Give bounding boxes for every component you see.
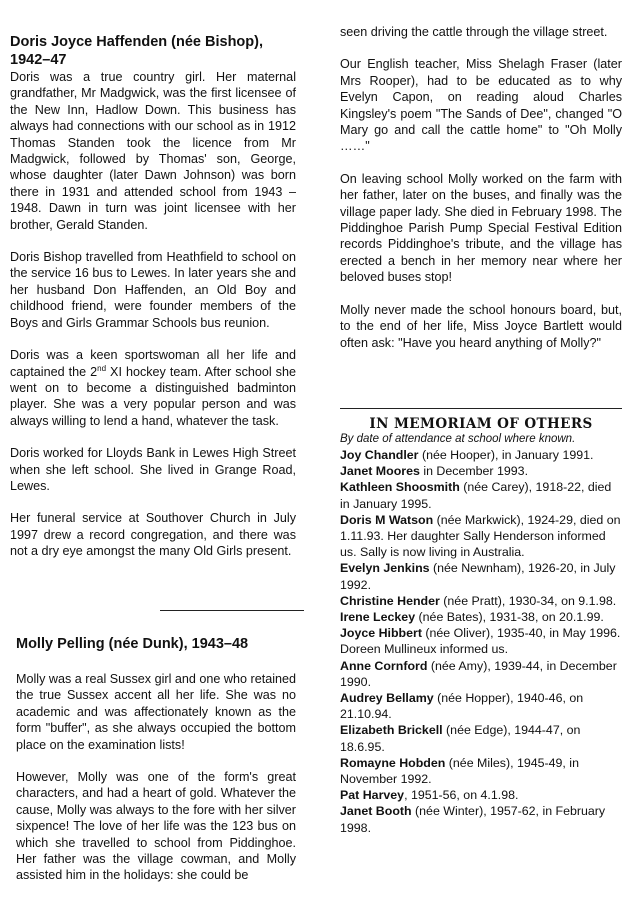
doris-paragraph-1: Doris was a true country girl. Her maternal grandfather, Mr Madgwick, was the first licensee of the New Inn, Hadlow Down. This business has always had connections with our school as in 1912 Thomas Standen took the licence from Mr Madgwick, followed by Thomas' son, George, whose daughter (later Dawn Johnson) was born there in 1931 and attended school from 1943 – 1948. Dawn in turn was joint licensee with her brother, Gerald Standen. — [10, 70, 296, 232]
doris-heading: Doris Joyce Haffenden (née Bishop), 1942–47 — [10, 34, 263, 68]
memoriam-entry — [340, 512, 622, 561]
molly-section — [16, 635, 296, 884]
molly-paragraph-1: Molly was a real Sussex girl and one who retained the true Sussex accent all her life. She was no academic and was affectionately known as the form "buffer", as she always occupied the bottom place on the examination lists! — [16, 672, 297, 752]
memoriam-list — [340, 447, 622, 836]
memoriam-divider — [340, 408, 622, 409]
section-divider — [160, 610, 304, 611]
doris-paragraph-3 — [10, 347, 296, 429]
memoriam-entry — [340, 463, 622, 479]
molly-heading: Molly Pelling (née Dunk), 1943–48 — [16, 636, 249, 652]
memoriam-entry — [340, 625, 622, 657]
memoriam-entry-detail: (née Winter), 1957-62, in February 1998. — [340, 804, 606, 835]
right-column — [340, 0, 622, 918]
memoriam-entry-detail: (née Newnham), 1926-20, in July 1992. — [340, 561, 616, 592]
memoriam-entry — [340, 658, 622, 690]
memoriam-entry — [340, 787, 622, 803]
memoriam-entry-name: Joy Chandler — [340, 448, 419, 462]
ordinal-superscript: nd — [97, 363, 107, 373]
memoriam-entry — [340, 755, 622, 787]
memoriam-entry-name: Pat Harvey — [340, 788, 405, 803]
memoriam-intro: By date of attendance at school where known. — [340, 433, 576, 445]
memoriam-entry-detail: (née Bates), 1931-38, on 20.1.99. — [415, 610, 604, 625]
memoriam-entry-detail: in December 1993. — [419, 464, 529, 479]
molly-paragraph-3: seen driving the cattle through the village street. — [340, 25, 608, 39]
memoriam-entry-name: Audrey Bellamy — [340, 691, 434, 706]
memoriam-entry-detail: (née Markwick), 1924-29, died on 1.11.93. Her daughter Sally Henderson informed us. Sally is now living in Australia. — [340, 512, 621, 560]
memoriam-entry-detail: (née Pratt), 1930-34, on 9.1.98. — [439, 593, 617, 608]
molly-paragraph-4: Our English teacher, Miss Shelagh Fraser (later Mrs Rooper), had to be educated as to why Evelyn Capon, on reading aloud Charles Kingsley's poem "The Sands of Dee", changed "O Mary go and call the cattle home" to "Oh Molly ……" — [340, 57, 622, 154]
memoriam-entry-detail: (née Oliver), 1935-40, in May 1996. Doreen Mullineux informed us. — [340, 626, 621, 657]
molly-continued — [340, 24, 622, 351]
memoriam-entry — [340, 803, 622, 835]
doris-paragraph-3a: Doris was a keen sportswoman all her life and captained the 2 — [10, 348, 296, 379]
memoriam-entry-detail: (née Miles), 1945-49, in November 1992. — [340, 755, 579, 787]
memoriam-entry-detail: , 1951-56, on 4.1.98. — [404, 788, 519, 803]
memoriam-entry-name: Christine Hender — [340, 593, 440, 608]
memoriam-entry-detail: (née Hooper), in January 1991. — [418, 448, 594, 462]
doris-paragraph-2: Doris Bishop travelled from Heathfield to school on the service 16 bus to Lewes. In later years she and her husband Don Haffenden, an Old Boy and childhood friend, were founder members of the Boys and Girls Grammar Schools bus reunion. — [10, 250, 296, 330]
memoriam-entry-detail: (née Amy), 1939-44, in December 1990. — [340, 658, 617, 689]
memoriam-entry — [340, 560, 622, 592]
memoriam-entry — [340, 447, 622, 463]
memoriam-entry-detail: (née Hopper), 1940-46, on 21.10.94. — [340, 691, 584, 722]
memoriam-title: IN MEMORIAM OF OTHERS — [369, 416, 593, 432]
memoriam-entry-name: Irene Leckey — [340, 610, 416, 625]
molly-paragraph-2: However, Molly was one of the form's great characters, and had a heart of gold. Whatever the cause, Molly was always to the fore with her silver sixpence! The love of her life was the 123 bus on which she travelled to school from Piddinghoe. Her father was the village cowman, and Molly assisted him in the holidays: she could be — [16, 770, 296, 883]
memoriam-entry-name: Doris M Watson — [340, 512, 434, 527]
doris-paragraph-5: Her funeral service at Southover Church in July 1997 drew a record congregation, and there was not a dry eye amongst the many Old Girls present. — [10, 511, 296, 559]
memoriam-entry-name: Elizabeth Brickell — [340, 723, 443, 738]
doris-paragraph-4: Doris worked for Lloyds Bank in Lewes High Street when she left school. She lived in Grange Road, Lewes. — [10, 446, 296, 493]
memoriam-entry — [340, 722, 622, 754]
molly-paragraph-5: On leaving school Molly worked on the farm with her father, later on the buses, and finally was the village paper lady. She died in February 1998. The Piddinghoe Parish Pump Special Festival Edition records Piddinghoe's tribute, and the village has erected a bench in her memory near where her beloved buses stop! — [340, 171, 622, 285]
memoriam-entry-name: Evelyn Jenkins — [340, 561, 430, 576]
memoriam-entry-name: Joyce Hibbert — [340, 626, 422, 641]
memoriam-entry — [340, 690, 622, 722]
doris-section — [10, 33, 296, 560]
molly-paragraph-6: Molly never made the school honours board, but, to the end of her life, Miss Joyce Bartlett would often ask: "Have you heard anything of Molly?" — [340, 302, 622, 350]
memoriam-entry — [340, 479, 622, 511]
memoriam-entry-name: Anne Cornford — [340, 658, 428, 673]
left-column — [10, 0, 296, 918]
memoriam-entry — [340, 593, 622, 609]
memoriam-entry — [340, 609, 622, 625]
memoriam-entry-name: Romayne Hobden — [340, 755, 446, 770]
memoriam-section — [340, 416, 622, 836]
memoriam-entry-detail: (née Carey), 1918-22, died in January 1995. — [340, 480, 612, 511]
doris-paragraph-3b: XI hockey team. After school she went on to become a distinguished badminton player. She was a very popular person and was always willing to lend a hand, whatever the task. — [10, 364, 296, 428]
memoriam-entry-detail: (née Edge), 1944-47, on 18.6.95. — [340, 723, 581, 754]
memoriam-entry-name: Janet Moores — [340, 464, 420, 479]
memoriam-entry-name: Janet Booth — [340, 804, 412, 819]
memoriam-entry-name: Kathleen Shoosmith — [340, 480, 460, 495]
